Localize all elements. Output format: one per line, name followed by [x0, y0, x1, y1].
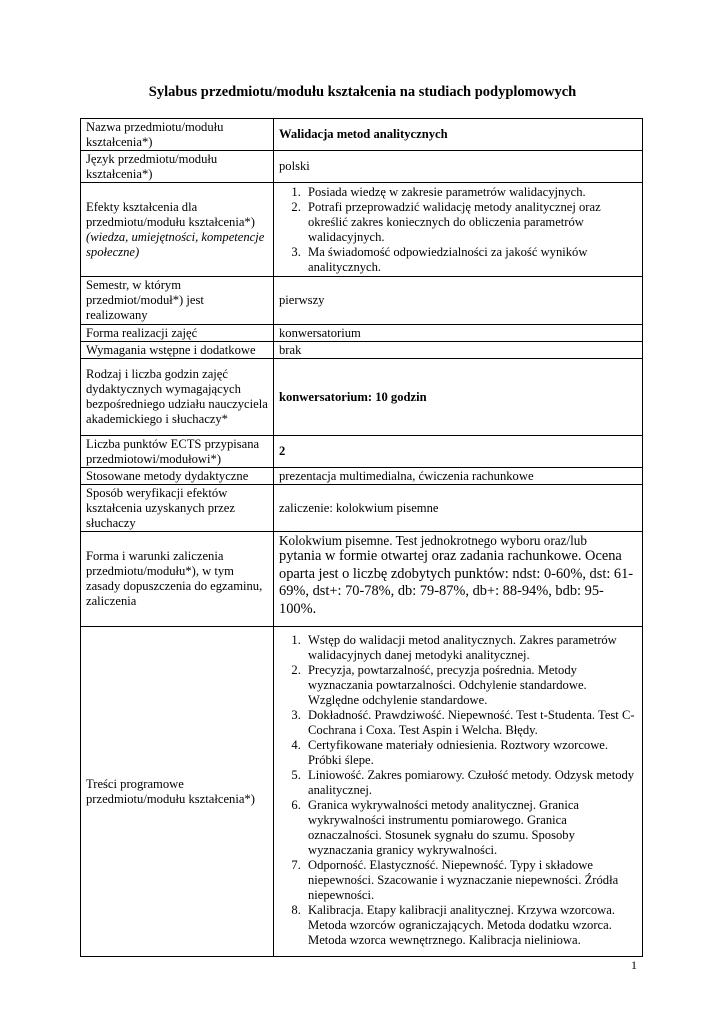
row-conditions	[81, 532, 643, 627]
label-conditions: Forma i warunki zaliczenia przedmiotu/modułu*), w tym zasady dopuszczenia do egzaminu, zaliczenia	[81, 532, 274, 627]
list-item: 3. Dokładność. Prawdziwość. Niepewność. Test t-Studenta. Test C-Cochrana i Coxa. Test Aspin i Welcha. Błędy.	[304, 708, 637, 738]
row-verification	[81, 485, 643, 532]
conditions-first-line: Kolokwium pisemne. Test jednokrotnego wyboru oraz/lub	[279, 533, 587, 548]
list-item: 2. Potrafi przeprowadzić walidację metody analitycznej oraz określić zakres koniecznych do obliczenia parametrów walidacyjnych.	[304, 200, 637, 245]
label-methods: Stosowane metody dydaktyczne	[81, 468, 274, 485]
list-item: 2. Precyzja, powtarzalność, precyzja pośrednia. Metody wyznaczania powtarzalności. Odchylenie standardowe. Względne odchylenie standardowe.	[304, 663, 637, 708]
row-content	[81, 627, 643, 957]
label-name: Nazwa przedmiotu/modułu kształcenia*)	[81, 119, 274, 151]
row-prereq	[81, 342, 643, 359]
syllabus-table	[80, 118, 643, 957]
value-language: polski	[274, 151, 643, 183]
value-hours: konwersatorium: 10 godzin	[274, 359, 643, 436]
row-semester	[81, 277, 643, 325]
value-outcomes	[274, 183, 643, 277]
page-number: 1	[631, 958, 637, 972]
row-outcomes	[81, 183, 643, 277]
value-methods: prezentacja multimedialna, ćwiczenia rachunkowe	[274, 468, 643, 485]
list-item: 6. Granica wykrywalności metody analitycznej. Granica wykrywalności instrumentu pomiarowego. Granica oznaczalności. Stosunek sygnału do szumu. Sposoby wyznaczania granicy wykrywalności.	[304, 798, 637, 858]
value-conditions	[274, 532, 643, 627]
label-form: Forma realizacji zajęć	[81, 325, 274, 342]
content-list	[279, 633, 637, 948]
row-ects	[81, 436, 643, 468]
row-language	[81, 151, 643, 183]
label-hours: Rodzaj i liczba godzin zajęć dydaktycznych wymagających bezpośredniego udziału nauczyciela akademickiego i słuchaczy*	[81, 359, 274, 436]
conditions-text: pytania w formie otwartej oraz zadania rachunkowe. Ocena oparta jest o liczbę zdobytych punktów: ndst: 0-60%, dst: 61-69%, dst+: 70-78%, db: 79-87%, db+: 88-94%, bdb: 95-100%.	[279, 548, 634, 617]
row-name	[81, 119, 643, 151]
list-item: 7. Odporność. Elastyczność. Niepewność. Typy i składowe niepewności. Szacowanie i wyznaczanie niepewności. Źródła niepewności.	[304, 858, 637, 903]
label-outcomes	[81, 183, 274, 277]
row-hours	[81, 359, 643, 436]
list-item: 3. Ma świadomość odpowiedzialności za jakość wyników analitycznych.	[304, 245, 637, 275]
list-item: 5. Liniowość. Zakres pomiarowy. Czułość metody. Odzysk metody analitycznej.	[304, 768, 637, 798]
value-verification: zaliczenie: kolokwium pisemne	[274, 485, 643, 532]
list-item: 4. Certyfikowane materiały odniesienia. Roztwory wzorcowe. Próbki ślepe.	[304, 738, 637, 768]
value-semester: pierwszy	[274, 277, 643, 325]
value-content	[274, 627, 643, 957]
outcomes-list	[279, 185, 637, 275]
label-ects: Liczba punktów ECTS przypisana przedmiotowi/modułowi*)	[81, 436, 274, 468]
label-outcomes-text: Efekty kształcenia dla przedmiotu/modułu kształcenia*)	[86, 199, 255, 229]
value-ects: 2	[274, 436, 643, 468]
label-language: Język przedmiotu/modułu kształcenia*)	[81, 151, 274, 183]
row-methods	[81, 468, 643, 485]
document-title: Sylabus przedmiotu/modułu kształcenia na studiach podyplomowych	[148, 84, 577, 100]
value-form: konwersatorium	[274, 325, 643, 342]
label-prereq: Wymagania wstępne i dodatkowe	[81, 342, 274, 359]
label-verification: Sposób weryfikacji efektów kształcenia uzyskanych przez słuchaczy	[81, 485, 274, 532]
label-content: Treści programowe przedmiotu/modułu kształcenia*)	[81, 627, 274, 957]
list-item: 1. Wstęp do walidacji metod analitycznych. Zakres parametrów walidacyjnych danej metodyki analitycznej.	[304, 633, 637, 663]
row-form	[81, 325, 643, 342]
label-outcomes-note: (wiedza, umiejętności, kompetencje społeczne)	[86, 229, 265, 259]
label-semester: Semestr, w którym przedmiot/moduł*) jest realizowany	[81, 277, 274, 325]
value-name: Walidacja metod analitycznych	[274, 119, 643, 151]
list-item: 8. Kalibracja. Etapy kalibracji analitycznej. Krzywa wzorcowa. Metoda wzorców ograniczających. Metoda dodatku wzorca. Metoda wzorca wewnętrznego. Kalibracja nieliniowa.	[304, 903, 637, 948]
list-item: 1. Posiada wiedzę w zakresie parametrów walidacyjnych.	[304, 185, 637, 200]
value-prereq: brak	[274, 342, 643, 359]
